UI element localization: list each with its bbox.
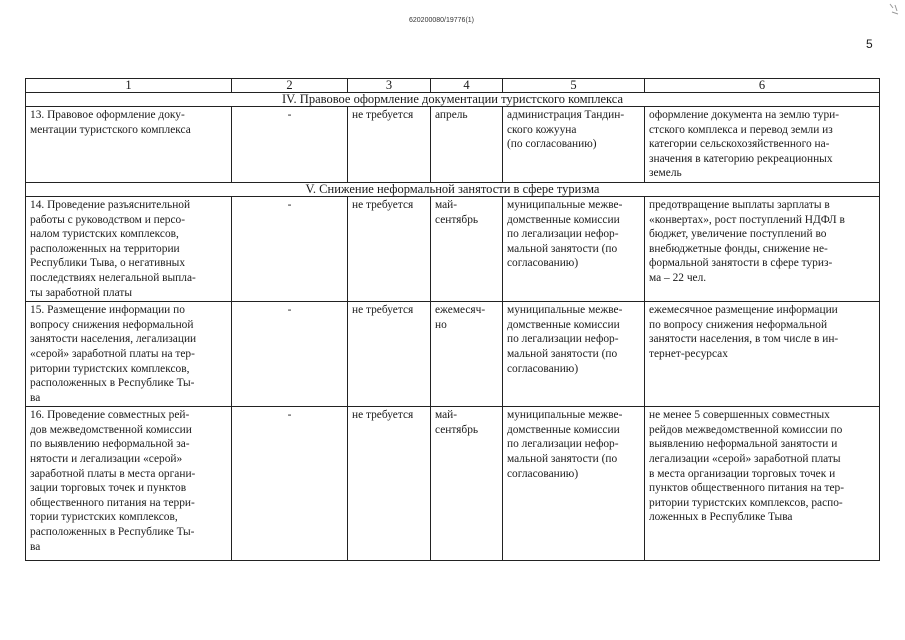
measure-cell: 16. Проведение совместных рей- дов межведомственной комиссии по выявлению неформальной за- нятости и легализации «серой» заработной платы в места органи- зации торговых точек и пунктов общественного питания на терри- тории туристских комплексов, расположенных в Республике Ты- ва xyxy=(26,407,232,561)
table-header-row xyxy=(26,79,880,93)
page-number: 5 xyxy=(866,37,873,51)
cost-cell: не требуется xyxy=(348,107,431,183)
funding-cell: - xyxy=(232,407,348,561)
responsible-cell: муниципальные межве- домственные комиссии по легализации нефор- мальной занятости (по согласованию) xyxy=(503,196,645,301)
section-title: IV. Правовое оформление документации туристского комплекса xyxy=(26,93,880,107)
measure-cell: 13. Правовое оформление доку- ментации туристского комплекса xyxy=(26,107,232,183)
document-id: 620200080/19776(1) xyxy=(409,17,475,24)
scan-mark-icon xyxy=(888,2,900,16)
result-cell: предотвращение выплаты зарплаты в «конвертах», рост поступлений НДФЛ в бюджет, увеличение поступлений во внебюджетные фонды, снижение не- формальной занятости в сфере туриз- ма – 22 чел. xyxy=(645,196,880,301)
cost-cell: не требуется xyxy=(348,407,431,561)
deadline-cell: апрель xyxy=(431,107,503,183)
funding-cell: - xyxy=(232,302,348,407)
table-row xyxy=(26,107,880,183)
column-header: 2 xyxy=(232,79,348,93)
funding-cell: - xyxy=(232,196,348,301)
responsible-cell: администрация Тандин- ского кожууна (по согласованию) xyxy=(503,107,645,183)
column-header: 3 xyxy=(348,79,431,93)
funding-cell: - xyxy=(232,107,348,183)
responsible-cell: муниципальные межве- домственные комиссии по легализации нефор- мальной занятости (по согласованию) xyxy=(503,407,645,561)
deadline-cell: май- сентябрь xyxy=(431,196,503,301)
measures-table xyxy=(25,78,880,561)
responsible-cell: муниципальные межве- домственные комиссии по легализации нефор- мальной занятости (по согласованию) xyxy=(503,302,645,407)
section-header-row xyxy=(26,93,880,107)
column-header: 6 xyxy=(645,79,880,93)
measure-cell: 14. Проведение разъяснительной работы с руководством и персо- налом туристских комплексов, расположенных на территории Республики Тыва, о негативных последствиях нелегальной выпла- ты заработной платы xyxy=(26,196,232,301)
cost-cell: не требуется xyxy=(348,302,431,407)
column-header: 1 xyxy=(26,79,232,93)
section-title: V. Снижение неформальной занятости в сфере туризма xyxy=(26,182,880,196)
deadline-cell: май- сентябрь xyxy=(431,407,503,561)
result-cell: ежемесячное размещение информации по вопросу снижения неформальной занятости населения, в том числе в ин- тернет-ресурсах xyxy=(645,302,880,407)
section-header-row xyxy=(26,182,880,196)
table-row xyxy=(26,196,880,301)
table-row xyxy=(26,302,880,407)
result-cell: не менее 5 совершенных совместных рейдов межведомственной комиссии по выявлению неформальной занятости и легализации «серой» заработной платы в места организации торговых точек и пунктов общественного питания на тер- ритории туристских комплексов, распо- ложенных в Республике Тыва xyxy=(645,407,880,561)
table-row xyxy=(26,407,880,561)
result-cell: оформление документа на землю тури- стского комплекса и перевод земли из категории сельскохозяйственного на- значения в категорию рекреационных земель xyxy=(645,107,880,183)
measure-cell: 15. Размещение информации по вопросу снижения неформальной занятости населения, легализации «серой» заработной платы на тер- ритории туристских комплексов, расположенных в Республике Ты- ва xyxy=(26,302,232,407)
cost-cell: не требуется xyxy=(348,196,431,301)
column-header: 5 xyxy=(503,79,645,93)
column-header: 4 xyxy=(431,79,503,93)
deadline-cell: ежемесяч- но xyxy=(431,302,503,407)
